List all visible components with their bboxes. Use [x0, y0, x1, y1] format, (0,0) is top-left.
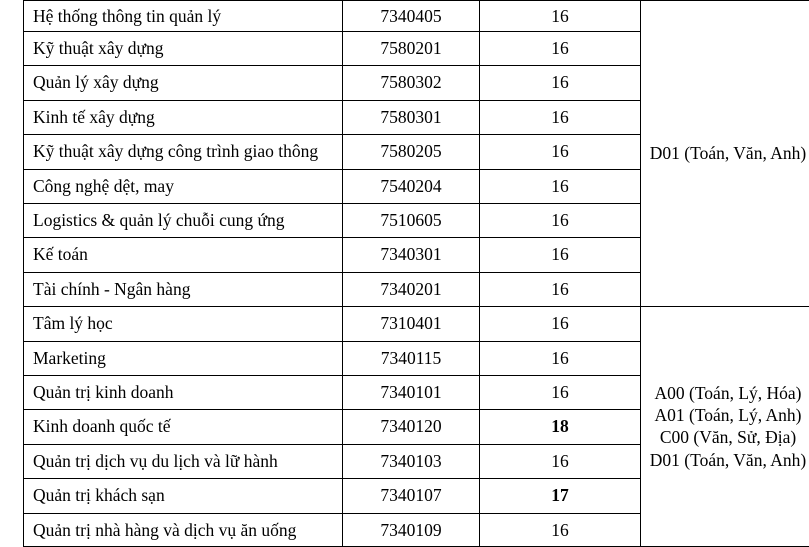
- major-name-cell: Kinh tế xây dựng: [24, 100, 343, 134]
- major-code-cell: 7540204: [343, 169, 480, 203]
- major-code-cell: 7510605: [343, 204, 480, 238]
- major-code-cell: 7310401: [343, 307, 480, 341]
- major-name-cell: Logistics & quản lý chuỗi cung ứng: [24, 204, 343, 238]
- combination-line: D01 (Toán, Văn, Anh): [641, 449, 809, 471]
- major-name-cell: Tài chính - Ngân hàng: [24, 272, 343, 306]
- table-body: [24, 1, 809, 547]
- major-name-cell: Marketing: [24, 341, 343, 375]
- major-code-cell: 7340405: [343, 1, 480, 32]
- quota-cell: 16: [480, 169, 641, 203]
- combination-cell-group-1: [641, 1, 809, 307]
- major-code-cell: 7340301: [343, 238, 480, 272]
- major-code-cell: 7340107: [343, 479, 480, 513]
- table-row: [24, 307, 809, 341]
- major-name-cell: Kỹ thuật xây dựng công trình giao thông: [24, 135, 343, 169]
- combination-line: A00 (Toán, Lý, Hóa): [641, 382, 809, 404]
- major-name-cell: Quản trị kinh doanh: [24, 376, 343, 410]
- quota-cell: 16: [480, 341, 641, 375]
- quota-cell: 16: [480, 444, 641, 478]
- major-name-cell: Quản trị nhà hàng và dịch vụ ăn uống: [24, 513, 343, 546]
- major-name-cell: Kế toán: [24, 238, 343, 272]
- quota-cell: 17: [480, 479, 641, 513]
- combination-cell-group-2: [641, 307, 809, 546]
- major-name-cell: Quản trị khách sạn: [24, 479, 343, 513]
- table-row: [24, 1, 809, 32]
- quota-cell: 16: [480, 66, 641, 100]
- major-code-cell: 7340201: [343, 272, 480, 306]
- admission-quota-table: [23, 0, 809, 547]
- major-name-cell: Kinh doanh quốc tế: [24, 410, 343, 444]
- major-code-cell: 7580201: [343, 32, 480, 66]
- major-code-cell: 7580301: [343, 100, 480, 134]
- quota-cell: 16: [480, 272, 641, 306]
- quota-cell: 16: [480, 513, 641, 546]
- quota-cell: 16: [480, 204, 641, 238]
- quota-cell: 16: [480, 307, 641, 341]
- quota-cell: 16: [480, 135, 641, 169]
- combination-line: C00 (Văn, Sử, Địa): [641, 426, 809, 448]
- quota-cell: 18: [480, 410, 641, 444]
- combination-line: A01 (Toán, Lý, Anh): [641, 404, 809, 426]
- combination-line: D01 (Toán, Văn, Anh): [641, 142, 809, 164]
- major-code-cell: 7340103: [343, 444, 480, 478]
- major-name-cell: Quản lý xây dựng: [24, 66, 343, 100]
- major-code-cell: 7580302: [343, 66, 480, 100]
- quota-cell: 16: [480, 1, 641, 32]
- major-code-cell: 7580205: [343, 135, 480, 169]
- major-code-cell: 7340115: [343, 341, 480, 375]
- major-code-cell: 7340120: [343, 410, 480, 444]
- quota-cell: 16: [480, 238, 641, 272]
- major-code-cell: 7340101: [343, 376, 480, 410]
- quota-cell: 16: [480, 32, 641, 66]
- quota-cell: 16: [480, 376, 641, 410]
- major-name-cell: Quản trị dịch vụ du lịch và lữ hành: [24, 444, 343, 478]
- major-name-cell: Hệ thống thông tin quản lý: [24, 1, 343, 32]
- quota-cell: 16: [480, 100, 641, 134]
- major-name-cell: Công nghệ dệt, may: [24, 169, 343, 203]
- major-name-cell: Kỹ thuật xây dựng: [24, 32, 343, 66]
- major-name-cell: Tâm lý học: [24, 307, 343, 341]
- major-code-cell: 7340109: [343, 513, 480, 546]
